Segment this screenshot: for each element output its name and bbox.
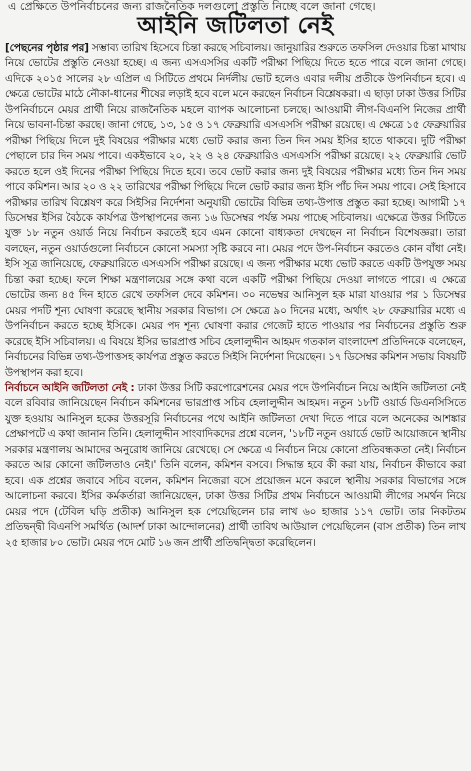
article-body-section-2: [5, 381, 466, 551]
article-body-section-1: [5, 41, 466, 381]
headline: আইনি জটিলতা নেই: [137, 12, 334, 39]
previous-article-tail: এ প্রেক্ষিতে উপনির্বাচনের জন্য রাজনৈতিক দলগুলো প্রস্তুতি নিচ্ছে বলে জানা গেছে।: [8, 0, 376, 12]
section-1-text: সম্ভাব্য তারিখ হিসেবে চিন্তা করছে সচিবালয়। জানুয়ারির শুরুতে তফসিল দেওয়ার চিন্তা মাথায় নিয়ে ভোটের প্রস্তুতি নেওয়া হচ্ছে। এ জন্য এসএসসির একটি পরীক্ষা পিছিয়ে দিতে হতে পারে বলে জানা গেছে। এদিকে ২০১৫ সালের ২৮ এপ্রিল এ সিটিতে প্রথমে নির্দলীয় ভোট হলেও এবার দলীয় প্রতীকে উপনির্বাচন হবে। এ ক্ষেত্রে ভোটের মাঠে নৌকা-ধানের শীষের লড়াই হবে বলে মনে করছেন নির্বাচন বিশ্লেষকরা। এ ছাড়া ঢাকা উত্তর সিটির উপনির্বাচনে মেয়র প্রার্থী নিয়ে রাজনৈতিক মহলে ব্যাপক আলোচনা চলছে। আওয়ামী লীগ-বিএনপি নিজের প্রার্থী নিয়ে ভাবনা-চিন্তা করছে। জানা গেছে, ১৩, ১৫ ও ১৭ ফেব্রুয়ারি এসএসসি পরীক্ষা রয়েছে। এ ক্ষেত্রে ১৫ ফেব্রুয়ারির পরীক্ষা পিছিয়ে দিলে দুই বিষয়ের পরীক্ষার মধ্যে ভোট করার জন্য তিন দিন সময় ইসির হাতে থাকবে। দুটি পরীক্ষা পেছালে চার দিন সময় পাবে। একইভাবে ২০, ২২ ও ২৪ ফেব্রুয়ারিও এসএসসি পরীক্ষা রয়েছে। ২২ ফেব্রুয়ারি ভোট করতে হলে ওই দিনের পরীক্ষা পিছিয়ে দিতে হবে। তবে ভোট করার জন্য দুই বিষয়ের পরীক্ষার মধ্যে তিন দিন সময় পাবে কমিশন। আর ২০ ও ২২ তারিখের পরীক্ষা পিছিয়ে দিলে ভোট করার জন্য ইসি পাঁচ দিন সময় পাবে। সেই হিসাবে পরীক্ষার তারিখ বিশ্লেষণ করে সিইসির নির্দেশনা অনুযায়ী ভোটের বিভিন্ন তথ্য-উপাত্ত প্রস্তুত করা হচ্ছে। আগামী ১৭ ডিসেম্বর ইসির বৈঠকে কার্যপত্র উপস্থাপনের জন্য ১৬ ডিসেম্বর পর্যন্ত সময় পাচ্ছে সচিবালয়। এক্ষেত্রে উত্তর সিটিতে যুক্ত ১৮ নতুন ওয়ার্ড নিয়ে নির্বাচন করতেই হবে এমন কোনো বাধ্যকতা দেখছেন না নির্বাচন বিশেষজ্ঞরা। তারা বলছেন, নতুন ওয়ার্ডগুলো নির্বাচনে কোনো সমস্যা সৃষ্টি করবে না। মেয়র পদে উপ-নির্বাচন করতেও কোন বাঁধা নেই। ইসি সূত্র জানিয়েছে, ফেব্রুয়ারিতে এসএসসি পরীক্ষা রয়েছে। এ জন্য পরীক্ষার মধ্যে ভোট করতে একটি উপযুক্ত সময় চিন্তা করা হচ্ছে। ফলে শিক্ষা মন্ত্রণালয়ের সঙ্গে কথা বলে একটি পরীক্ষা পিছিয়ে দেওয়া লাগতে পারে। এ ক্ষেত্রে ভোটের জন্য ৪৫ দিন হাতে রেখে তফসিল দেবে কমিশন। ৩০ নভেম্বর আনিসুল হক মারা যাওয়ার পর ১ ডিসেম্বর মেয়র পদটি শূন্য ঘোষণা করেছে স্থানীয় সরকার বিভাগ। সে ক্ষেত্রে ৯০ দিনের মধ্যে, অর্থাৎ ২৮ ফেব্রুয়ারির মধ্যে এ উপনির্বাচন করতে হচ্ছে ইসিকে। মেয়র পদ শূন্য ঘোষণা করার গেজেট হাতে পাওয়ার পর নির্বাচনের প্রস্তুতি শুরু করেছে ইসি সচিবালয়। এ বিষয়ে ইসির ভারপ্রাপ্ত সচিব হেলালুদ্দীন আহমদ গতকাল বাংলাদেশ প্রতিদিনকে বলেছেন, নির্বাচনের বিভিন্ন তথ্য-উপাত্তসহ কার্যপত্র প্রস্তুত করতে সিইসি নির্দেশনা দিয়েছেন। ১৭ ডিসেম্বর কমিশন সভায় বিষয়টি উপস্থাপন করা হবে।: [5, 42, 466, 379]
section-2-text: ঢাকা উত্তর সিটি করপোরেশনের মেয়র পদে উপনির্বাচন নিয়ে আইনি জটিলতা নেই বলে রবিবার জানিয়েছেন নির্বাচন কমিশনের ভারপ্রাপ্ত সচিব হেলালুদ্দীন আহমদ। নতুন ১৮টি ওয়ার্ড ডিএনসিসিতে যুক্ত হওয়ায় আনিসুল হকের উত্তরসূরি নির্বাচনের পথে আইনি জটিলতা দেখা দিতে পারে বলে অনেকের আশঙ্কার প্রেক্ষাপটে এ কথা জানান তিনি। হেলালুদ্দীন সাংবাদিকদের প্রশ্নে বলেন, '১৮টি নতুন ওয়ার্ডে ভোট আয়োজনে স্থানীয় সরকার মন্ত্রণালয় আমাদের অনুরোধ জানিয়ে রেখেছে। সে ক্ষেত্রে এ নির্বাচন নিয়ে কোনো প্রতিবন্ধকতা নেই। নির্বাচন করতে আর কোনো জটিলতাও নেই।' তিনি বলেন, কমিশন বসবে। সিদ্ধান্ত হবে কী করা যায়, নির্বাচন কীভাবে করা হবে। এক প্রশ্নের জবাবে সচিব বলেন, কমিশন নিজেরা বসে প্রয়োজন মনে করলে স্থানীয় সরকার বিভাগের সঙ্গে আলোচনা করবে। ইসির কর্মকর্তারা জানিয়েছেন, ঢাকা উত্তর সিটির প্রথম নির্বাচনে আওয়ামী লীগের সমর্থন নিয়ে মেয়র পদে (টেবিল ঘড়ি প্রতীক) আনিসুল হক পেয়েছিলেন চার লাখ ৬০ হাজার ১১৭ ভোট। তার নিকটতম প্রতিদ্বন্দ্বী বিএনপি সমর্থিত (আদর্শ ঢাকা আন্দোলনের) প্রার্থী তাবিথ আউয়াল পেয়েছিলেন (বাস প্রতীক) তিন লাখ ২৫ হাজার ৮০ ভোট। মেয়র পদে মোট ১৬ জন প্রার্থী প্রতিদ্বন্দ্বিতা করেছিলেন।: [5, 381, 466, 549]
section-2-heading: নির্বাচনে আইনি জটিলতা নেই :: [5, 381, 135, 394]
continued-from-back-page-label: [পেছনের পৃষ্ঠার পর]: [5, 42, 89, 54]
